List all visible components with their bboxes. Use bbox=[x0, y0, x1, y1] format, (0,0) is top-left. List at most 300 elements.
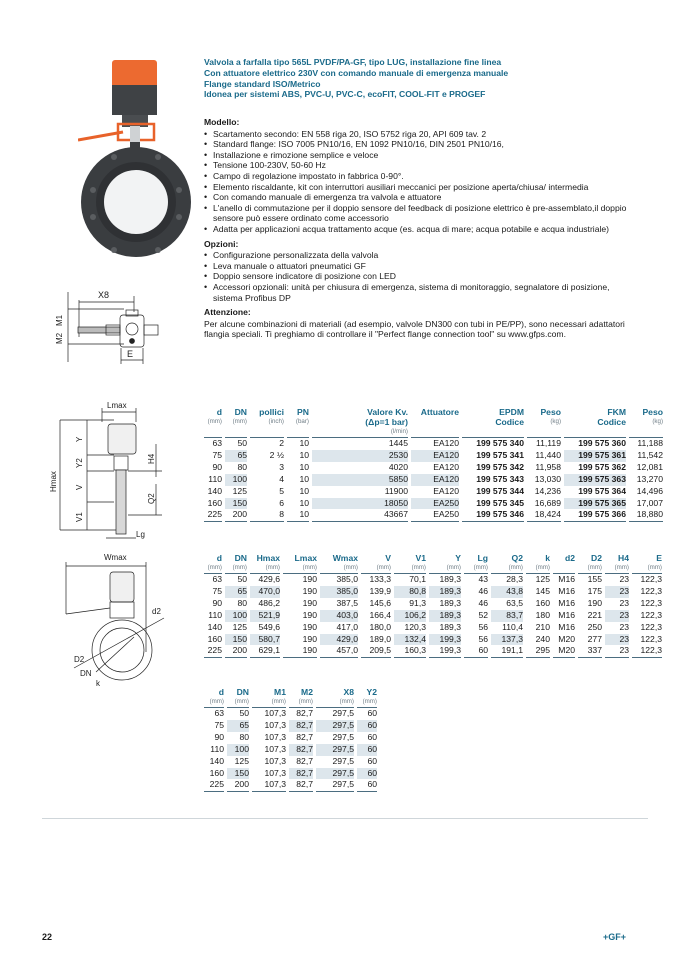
table-cell: 65 bbox=[227, 720, 249, 732]
table-cell: 189,3 bbox=[429, 586, 461, 598]
table-cell: 189,3 bbox=[439, 597, 461, 608]
table-row bbox=[204, 645, 662, 658]
column-label: PN bbox=[297, 407, 309, 417]
table-cell: 297,5 bbox=[316, 720, 354, 732]
table-cell: 297,5 bbox=[332, 755, 354, 766]
top-view-drawing bbox=[44, 282, 204, 382]
column-unit: (l/min) bbox=[390, 428, 408, 435]
table-cell: 18050 bbox=[312, 498, 408, 510]
table-cell: 5 bbox=[279, 485, 284, 496]
column-unit bbox=[553, 563, 575, 572]
table-cell: 60 bbox=[357, 779, 377, 792]
column-header bbox=[225, 553, 247, 574]
label-e: E bbox=[127, 349, 134, 359]
table-cell: 63 bbox=[212, 574, 222, 584]
column-label: EPDM bbox=[499, 407, 524, 417]
table-cell: 190 bbox=[283, 645, 317, 658]
table-cell: 199 575 341 bbox=[476, 449, 524, 460]
table-cell: 190 bbox=[587, 597, 602, 608]
table-cell: 106,2 bbox=[394, 610, 426, 622]
table-cell: 60 bbox=[367, 731, 377, 742]
list-item: • Campo di regolazione impostato in fabbrica 0-90°. bbox=[204, 171, 634, 182]
table-cell: 82,7 bbox=[296, 731, 313, 742]
table-cell: 137,3 bbox=[491, 634, 523, 646]
column-unit bbox=[411, 417, 459, 426]
table-cell: 122,3 bbox=[640, 621, 662, 632]
label-m1: M1 bbox=[55, 314, 64, 326]
table-cell: 82,7 bbox=[296, 708, 313, 718]
column-unit: (mm) bbox=[209, 698, 224, 705]
table-cell: 60 bbox=[367, 755, 377, 766]
list-item: • Elemento riscaldante, kit con interruttori ausiliari meccanici per posizione aperta/chiusa/ intermedia bbox=[204, 182, 634, 193]
column-unit: (inch) bbox=[268, 418, 284, 425]
table-cell: 125 bbox=[232, 621, 247, 632]
column-header bbox=[316, 687, 354, 708]
column-header bbox=[629, 407, 663, 438]
column-header bbox=[526, 553, 550, 574]
table-cell: 295 bbox=[526, 645, 550, 658]
column-label: V bbox=[385, 553, 391, 563]
table-row bbox=[204, 574, 662, 586]
table-cell: 199 575 345 bbox=[476, 497, 524, 508]
column-label: M2 bbox=[301, 687, 313, 697]
column-unit: (mm) bbox=[339, 698, 354, 705]
table-cell: 60 bbox=[464, 645, 488, 658]
column-unit: (mm) bbox=[362, 698, 377, 705]
table-cell: 221 bbox=[587, 609, 602, 620]
table-cell: 250 bbox=[587, 621, 602, 632]
table-cell: 199,3 bbox=[429, 634, 461, 646]
table-cell: M16 bbox=[558, 609, 575, 620]
table-header-row bbox=[204, 687, 377, 708]
table-cell: 60 bbox=[357, 720, 377, 732]
table-cell: 60 bbox=[367, 708, 377, 718]
column-unit: (kg) bbox=[652, 418, 663, 425]
table-cell: 11,958 bbox=[535, 461, 561, 472]
list-item: • Accessori opzionali: unità per chiusura di emergenza, sistema di monitoraggio, segnalatore di posizione, sistema Profibus DP bbox=[204, 282, 634, 303]
table-cell: 11900 bbox=[384, 485, 408, 496]
table-cell: 199 575 340 bbox=[476, 438, 524, 448]
table-cell: 150 bbox=[227, 768, 249, 780]
table-cell: 90 bbox=[212, 461, 222, 472]
table-cell: 4 bbox=[279, 473, 284, 484]
column-header bbox=[204, 553, 222, 574]
dimensions-table bbox=[201, 553, 665, 658]
table-cell: 23 bbox=[605, 586, 629, 598]
table-row bbox=[204, 732, 377, 744]
column-unit: (bar) bbox=[295, 418, 309, 425]
table-cell: 75 bbox=[212, 449, 222, 460]
table-cell: EA120 bbox=[433, 461, 459, 472]
table-cell: 110 bbox=[208, 609, 222, 620]
table-row bbox=[204, 634, 662, 646]
column-label: d bbox=[218, 687, 224, 697]
table-row bbox=[204, 622, 662, 634]
table-cell: 160 bbox=[207, 497, 222, 508]
table-cell: M16 bbox=[558, 621, 575, 632]
table-cell: 122,3 bbox=[640, 633, 662, 644]
table-cell: 225 bbox=[204, 779, 224, 792]
table-cell: 140 bbox=[207, 485, 222, 496]
table-cell: 150 bbox=[225, 634, 247, 646]
table-cell: 3 bbox=[279, 461, 284, 472]
column-unit: (kg) bbox=[550, 418, 561, 425]
column-header bbox=[429, 553, 461, 574]
table-cell: 60 bbox=[357, 744, 377, 756]
table-cell: 107,3 bbox=[264, 743, 286, 754]
column-label: Wmax bbox=[332, 553, 358, 563]
table-cell: 190 bbox=[302, 633, 317, 644]
table-cell: 199 575 364 bbox=[578, 485, 626, 496]
table-cell: 122,3 bbox=[640, 574, 662, 584]
table-cell: 56 bbox=[478, 633, 488, 644]
table-cell: 83,7 bbox=[491, 610, 523, 622]
table-cell: 225 bbox=[204, 645, 222, 658]
table-cell: 122,3 bbox=[640, 609, 662, 620]
table-cell: 122,3 bbox=[640, 597, 662, 608]
table-cell: 225 bbox=[204, 509, 222, 522]
table-cell: 145 bbox=[535, 585, 550, 596]
list-item: • Con comando manuale di emergenza tra valvola e attuatore bbox=[204, 192, 634, 203]
table-cell: 107,3 bbox=[264, 731, 286, 742]
column-unit: (mm) bbox=[614, 564, 629, 571]
table-cell: 82,7 bbox=[289, 768, 313, 780]
table-cell: 175 bbox=[587, 585, 602, 596]
column-unit: (mm) bbox=[508, 564, 523, 571]
table-cell: EA120 bbox=[411, 450, 459, 462]
table-cell: 200 bbox=[225, 509, 247, 522]
column-unit bbox=[462, 427, 524, 436]
column-label: Valore Kv. bbox=[367, 407, 408, 417]
table-cell: 486,2 bbox=[258, 597, 280, 608]
table-cell: 52 bbox=[478, 609, 488, 620]
table-cell: 199 575 362 bbox=[578, 461, 626, 472]
table-cell: 82,7 bbox=[296, 755, 313, 766]
table-cell: 180,0 bbox=[369, 621, 391, 632]
table-cell: 190 bbox=[302, 574, 317, 584]
table-cell: 56 bbox=[478, 621, 488, 632]
table-row bbox=[204, 744, 377, 756]
column-header bbox=[632, 553, 662, 574]
column-header bbox=[252, 687, 286, 708]
table-cell: 5850 bbox=[312, 474, 408, 486]
table-row bbox=[204, 509, 663, 522]
table-cell: 521,9 bbox=[250, 610, 280, 622]
table-row bbox=[204, 610, 662, 622]
description bbox=[204, 117, 634, 340]
table-cell: 23 bbox=[605, 634, 629, 646]
column-label: Hmax bbox=[256, 553, 280, 563]
table-cell: 110 bbox=[208, 473, 222, 484]
table-cell: 80 bbox=[237, 597, 247, 608]
column-unit: (mm) bbox=[232, 564, 247, 571]
table-cell: M16 bbox=[558, 597, 575, 608]
list-item: • Standard flange: ISO 7005 PN10/16, EN 1092 PN10/16, DIN 2501 PN10/16, bbox=[204, 139, 634, 150]
table-cell: 13,030 bbox=[534, 473, 561, 484]
table-cell: 1445 bbox=[388, 438, 408, 448]
column-label: H4 bbox=[618, 553, 629, 563]
table-row bbox=[204, 708, 377, 720]
table-cell: 385,0 bbox=[336, 574, 358, 584]
table-cell: 122,3 bbox=[632, 645, 662, 658]
table-cell: 107,3 bbox=[264, 708, 286, 718]
table-row bbox=[204, 779, 377, 792]
column-header bbox=[312, 407, 408, 438]
table-cell: 100 bbox=[225, 610, 247, 622]
table-cell: 6 bbox=[279, 497, 284, 508]
column-unit: (mm) bbox=[535, 564, 550, 571]
column-header bbox=[553, 553, 575, 574]
list-item: • L'anello di commutazione per il doppio sensore del feedback di posizione elettrico è pre-assemblato,il doppio sensore può essere ordinato come accessorio bbox=[204, 203, 634, 224]
column-header bbox=[462, 407, 524, 438]
column-unit: (mm) bbox=[207, 418, 222, 425]
column-unit: (mm) bbox=[232, 418, 247, 425]
table-cell: 82,7 bbox=[289, 744, 313, 756]
table-cell: 297,5 bbox=[316, 779, 354, 792]
table-header-row bbox=[204, 553, 662, 574]
table-cell: 199 575 361 bbox=[564, 450, 626, 462]
table-cell: 297,5 bbox=[316, 744, 354, 756]
column-label: Q2 bbox=[511, 553, 523, 563]
table-cell: 11,542 bbox=[637, 449, 663, 460]
table-cell: 209,5 bbox=[361, 645, 391, 658]
column-label: Y2 bbox=[366, 687, 377, 697]
table-cell: 2 bbox=[279, 438, 284, 448]
table-cell: 90 bbox=[214, 731, 224, 742]
table-row bbox=[204, 756, 377, 768]
table-cell: 70,1 bbox=[409, 574, 426, 584]
table-cell: 385,0 bbox=[320, 586, 358, 598]
table-row bbox=[204, 720, 377, 732]
table-cell: 125 bbox=[232, 485, 247, 496]
table-cell: 4020 bbox=[388, 461, 408, 472]
list-item: • Adatta per applicazioni acqua trattamento acque (es. acqua di mare; acqua potabile e acqua industriale) bbox=[204, 224, 634, 235]
column-header bbox=[287, 407, 309, 438]
table-cell: 43,8 bbox=[491, 586, 523, 598]
label-d2-small: d2 bbox=[152, 607, 161, 616]
table-cell: 23 bbox=[619, 621, 629, 632]
label-x8: X8 bbox=[98, 290, 110, 300]
table-cell: 139,9 bbox=[369, 585, 391, 596]
column-header bbox=[361, 553, 391, 574]
table-cell: 160 bbox=[207, 633, 222, 644]
front-view-drawing bbox=[44, 542, 204, 692]
table-cell: 16,689 bbox=[534, 497, 561, 508]
table-cell: 18,424 bbox=[527, 509, 561, 522]
list-item: • Tensione 100-230V, 50-60 Hz bbox=[204, 160, 634, 171]
column-label: M1 bbox=[274, 687, 286, 697]
table-cell: 200 bbox=[227, 779, 249, 792]
table-cell: 28,3 bbox=[506, 574, 523, 584]
table-cell: 277 bbox=[587, 633, 602, 644]
table-cell: 43667 bbox=[312, 509, 408, 522]
label-y2: Y2 bbox=[75, 458, 84, 468]
column-header bbox=[225, 407, 247, 438]
table-cell: 417,0 bbox=[336, 621, 358, 632]
column-label: Peso bbox=[540, 407, 561, 417]
label-y: Y bbox=[75, 436, 84, 442]
table-cell: 180 bbox=[535, 609, 550, 620]
table-row bbox=[204, 498, 663, 510]
table-row bbox=[204, 598, 662, 610]
table-cell: 199 575 342 bbox=[476, 461, 524, 472]
table-cell: 387,5 bbox=[336, 597, 358, 608]
table-cell: 110,4 bbox=[502, 621, 523, 632]
table-cell: 23 bbox=[619, 597, 629, 608]
table-cell: 199 575 343 bbox=[476, 473, 524, 484]
table-cell: 470,0 bbox=[250, 586, 280, 598]
column-unit: (mm) bbox=[271, 698, 286, 705]
column-label: Lg bbox=[477, 553, 488, 563]
modello-list bbox=[204, 129, 634, 235]
table-cell: 199 575 360 bbox=[578, 438, 626, 448]
label-lg: Lg bbox=[136, 530, 145, 539]
table-cell: 11,119 bbox=[535, 438, 561, 448]
table-cell: 199 575 344 bbox=[476, 485, 524, 496]
opzioni-list bbox=[204, 250, 634, 303]
table-cell: 90 bbox=[212, 597, 222, 608]
column-header bbox=[320, 553, 358, 574]
list-item: • Leva manuale o attuatori pneumatici GF bbox=[204, 261, 634, 272]
table-cell: 429,6 bbox=[258, 574, 280, 584]
table-cell: 18,880 bbox=[629, 509, 663, 522]
table-cell: 8 bbox=[250, 509, 284, 522]
table-cell: 10 bbox=[299, 449, 309, 460]
title-line: Con attuatore elettrico 230V con comando manuale di emergenza manuale bbox=[204, 67, 509, 78]
column-unit bbox=[564, 427, 626, 436]
table-cell: M20 bbox=[553, 645, 575, 658]
table-cell: 10 bbox=[299, 461, 309, 472]
label-d2-large: D2 bbox=[74, 655, 85, 664]
table-cell: 11,440 bbox=[535, 449, 561, 460]
table-cell: 199 575 363 bbox=[564, 474, 626, 486]
table-cell: 11,188 bbox=[637, 438, 663, 448]
column-unit: (mm) bbox=[473, 564, 488, 571]
column-label: DN bbox=[234, 553, 247, 563]
table-cell: 63 bbox=[212, 438, 222, 448]
table-cell: 14,236 bbox=[534, 485, 561, 496]
title-line: Valvola a farfalla tipo 565L PVDF/PA-GF, tipo LUG, installazione fine linea bbox=[204, 57, 502, 67]
column-header bbox=[250, 553, 280, 574]
table-row bbox=[204, 462, 663, 474]
table-cell: 140 bbox=[207, 621, 222, 632]
table-cell: 2 ½ bbox=[269, 449, 284, 460]
table-cell: 12,081 bbox=[636, 461, 663, 472]
column-unit: (mm) bbox=[647, 564, 662, 571]
table-cell: 190 bbox=[302, 609, 317, 620]
column-label: d bbox=[216, 553, 222, 563]
table-cell: 80,8 bbox=[394, 586, 426, 598]
table-cell: 297,5 bbox=[332, 731, 354, 742]
opzioni-heading: Opzioni: bbox=[204, 238, 239, 249]
table-cell: 189,0 bbox=[369, 633, 391, 644]
table-cell: EA250 bbox=[411, 509, 459, 522]
table-cell: 65 bbox=[225, 450, 247, 462]
label-hmax: Hmax bbox=[49, 471, 58, 492]
table-cell: 190 bbox=[302, 585, 317, 596]
product-title-block bbox=[204, 57, 644, 100]
column-header bbox=[527, 407, 561, 438]
table-cell: 10 bbox=[299, 497, 309, 508]
actuator-dimensions-table bbox=[201, 687, 380, 792]
table-cell: 549,6 bbox=[258, 621, 280, 632]
column-header bbox=[204, 407, 222, 438]
label-k: k bbox=[96, 679, 100, 688]
page-number: 22 bbox=[42, 932, 53, 942]
table-cell: EA120 bbox=[433, 485, 459, 496]
table-cell: 132,4 bbox=[394, 634, 426, 646]
column-label: pollici bbox=[259, 407, 284, 417]
table-cell: 23 bbox=[605, 610, 629, 622]
table-cell: 297,5 bbox=[316, 768, 354, 780]
label-q2: Q2 bbox=[147, 493, 156, 504]
table-cell: 2530 bbox=[312, 450, 408, 462]
table-cell: 50 bbox=[237, 574, 247, 584]
label-h4: H4 bbox=[147, 453, 156, 464]
table-row bbox=[204, 768, 377, 780]
column-header bbox=[283, 553, 317, 574]
table-cell: 150 bbox=[225, 498, 247, 510]
table-cell: 91,3 bbox=[409, 597, 426, 608]
table-cell: 199 575 365 bbox=[564, 498, 626, 510]
table-cell: 50 bbox=[239, 708, 249, 718]
column-unit: (mm) bbox=[234, 698, 249, 705]
table-cell: 46 bbox=[478, 597, 488, 608]
table-cell: 10 bbox=[287, 509, 309, 522]
label-lmax: Lmax bbox=[107, 401, 127, 410]
column-label: E bbox=[656, 553, 662, 563]
table-cell: 10 bbox=[299, 485, 309, 496]
table-cell: 10 bbox=[299, 438, 309, 448]
list-item: • Configurazione personalizzata della valvola bbox=[204, 250, 634, 261]
table-cell: 155 bbox=[587, 574, 602, 584]
list-item: • Installazione e rimozione semplice e veloce bbox=[204, 150, 634, 161]
table-cell: 190 bbox=[302, 597, 317, 608]
table-cell: 63,5 bbox=[506, 597, 523, 608]
attenzione-text: Per alcune combinazioni di materiali (ad esempio, valvole DN300 con tubi in PE/PP), sono necessari adattatori flangia speciali. Ti preghiamo di controllare il "Perfect flange connection tool" su www.gfps.com. bbox=[204, 318, 625, 340]
order-codes-table bbox=[201, 407, 666, 522]
column-unit: (mm) bbox=[343, 564, 358, 571]
column-label: Peso bbox=[642, 407, 663, 417]
table-cell: 190 bbox=[302, 621, 317, 632]
table-cell: 125 bbox=[535, 574, 550, 584]
table-cell: 140 bbox=[209, 755, 224, 766]
table-cell: 43 bbox=[478, 574, 488, 584]
table-cell: 160 bbox=[535, 597, 550, 608]
column-label: d bbox=[216, 407, 222, 417]
table-cell: 160,3 bbox=[394, 645, 426, 658]
table-cell: 199 575 346 bbox=[462, 509, 524, 522]
table-row bbox=[204, 438, 663, 450]
table-row bbox=[204, 450, 663, 462]
table-row bbox=[204, 486, 663, 498]
column-header bbox=[227, 687, 249, 708]
column-header bbox=[564, 407, 626, 438]
title-line: Idonea per sistemi ABS, PVC-U, PVC-C, ecoFIT, COOL-FIT e PROGEF bbox=[204, 89, 486, 100]
modello-heading: Modello: bbox=[204, 117, 240, 127]
table-cell: 125 bbox=[234, 755, 249, 766]
column-header bbox=[250, 407, 284, 438]
table-cell: 166,4 bbox=[369, 609, 391, 620]
column-label: FKM bbox=[607, 407, 626, 417]
table-cell: 23 bbox=[619, 574, 629, 584]
column-label-line2: Codice bbox=[495, 417, 524, 427]
column-label: X8 bbox=[343, 687, 354, 697]
column-header bbox=[289, 687, 313, 708]
column-header bbox=[578, 553, 602, 574]
table-cell: 80 bbox=[239, 731, 249, 742]
column-header bbox=[491, 553, 523, 574]
